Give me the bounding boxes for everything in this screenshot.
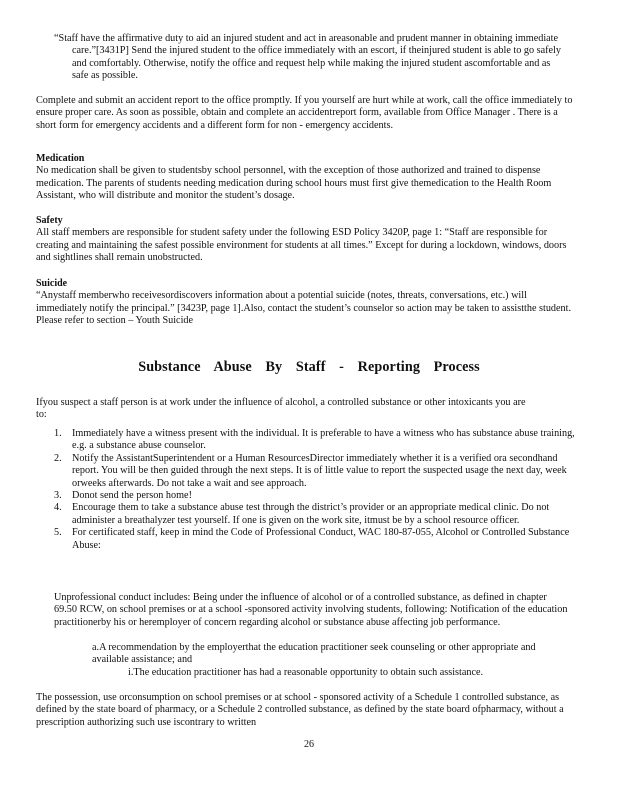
list-item [36,502,576,527]
suicide-section [36,278,574,328]
page-number: 26 [304,739,314,750]
unprofessional-conduct-paragraph: Unprofessional conduct includes: Being under the influence of alcohol or of a controlled substance, as defined in chapter 69.50 RCW, on school premises or at a school -sponsored activity involving students, following: Notification of the education practitionerby his or heremployer of concern regarding alcohol or substance abuse affecting job performance. [54,592,568,628]
step-text: Immediately have a witness present with the individual. It is preferable to have a witness who has substance abuse training, e.g. a substance abuse counselor. [72,428,575,452]
step-text: Encourage them to take a substance abuse test through the district’s provider or an appropriate medical clinic. Do not administer a breathalyzer test yourself. If one is given on the work site, itmust be by a school resource officer. [72,502,550,526]
step-number: 4. [54,502,62,514]
first-aid-quote [54,33,568,83]
list-item [36,527,576,552]
safety-heading: Safety [36,215,63,226]
section-title: Substance Abuse By Staff - Reporting Process [138,359,480,375]
sub-item-i: i.The education practitioner has had a reasonable opportunity to obtain such assistance. [128,667,484,678]
step-number: 3. [54,490,62,502]
step-text: Notify the AssistantSuperintendent or a Human ResourcesDirector immediately whether it is a verified ora secondhand report. You will be then guided through the next steps. It is of little value to report the suspected usage the next day, week orweeks afterwards. Do not take a wait and see approach. [72,452,567,489]
step-number: 5. [54,527,62,539]
safety-text: All staff members are responsible for student safety under the following ESD Policy 3420P, page 1: “Staff are responsible for creating and maintaining the safest possible environment for students at all times.” Except for during a lockdown, windows, doors and sightlines shall remain unobstructed. [36,227,567,264]
possession-paragraph: The possession, use orconsumption on school premises or at school - sponsored activity of a Schedule 1 controlled substance, as defined by the state board of pharmacy, or a Schedule 2 controlled substance, as defined by the state board ofpharmacy, without a prescription authorizing such use iscontrary to written [36,692,564,728]
reporting-steps-list [36,428,576,552]
suicide-heading: Suicide [36,278,68,289]
medication-text: No medication shall be given to studentsby school personnel, with the exception of those authorized and trained to dispense medication. The parents of students needing medication during school hours must first give themedication to the Health Room Assistant, who will distribute and monitor the student’s dosage. [36,165,552,202]
quote-line-1: “Staff have the affirmative duty to aid an injured student and act in areasonable and prudent manner in [54,33,472,44]
medication-heading: Medication [36,153,85,164]
step-number: 2. [54,452,62,464]
step-text: For certificated staff, keep in mind the Code of Professional Conduct, WAC 180-87-055, Alcohol or Controlled Substance Abuse: [72,527,570,551]
list-item [36,490,576,502]
list-item [36,428,576,453]
suicide-text: “Anystaff memberwho receivesordiscovers information about a potential suicide (notes, threats, conversations, etc.) will immediately notify the principal.” [3423P, page 1].Also, contact the student’s counselor so action may be taken to assistthe student. Please refer to section – Youth Suicide [36,290,572,327]
step-number: 1. [54,428,62,439]
substance-intro: Ifyou suspect a staff person is at work under the influence of alcohol, a controlled substance or other intoxicants you are to: [36,397,526,421]
medication-section [36,153,574,203]
list-item [36,453,576,490]
quote-continuation: obtaining immediate care.”[3431P] Send the injured student to the office immediately with an escort, if theinjured student is able to go safely and comfortably. Otherwise, notify the office and request help while making the injured student ascomfortable and as safe as possible. [72,33,561,82]
safety-section [36,215,574,265]
step-text: Donot send the person home! [72,490,192,502]
accident-report-paragraph: Complete and submit an accident report to the office promptly. If you yourself are hurt while at work, call the office immediately to ensure proper care. As soon as possible, obtain and complete an accidentreport form, available from Office Manager . There is a short form for emergency accidents and a different form for non - emergency accidents. [36,95,573,131]
sub-item-a: a.A recommendation by the employerthat the education practitioner seek counseling or other appropriate and available assistance; and [92,642,536,666]
